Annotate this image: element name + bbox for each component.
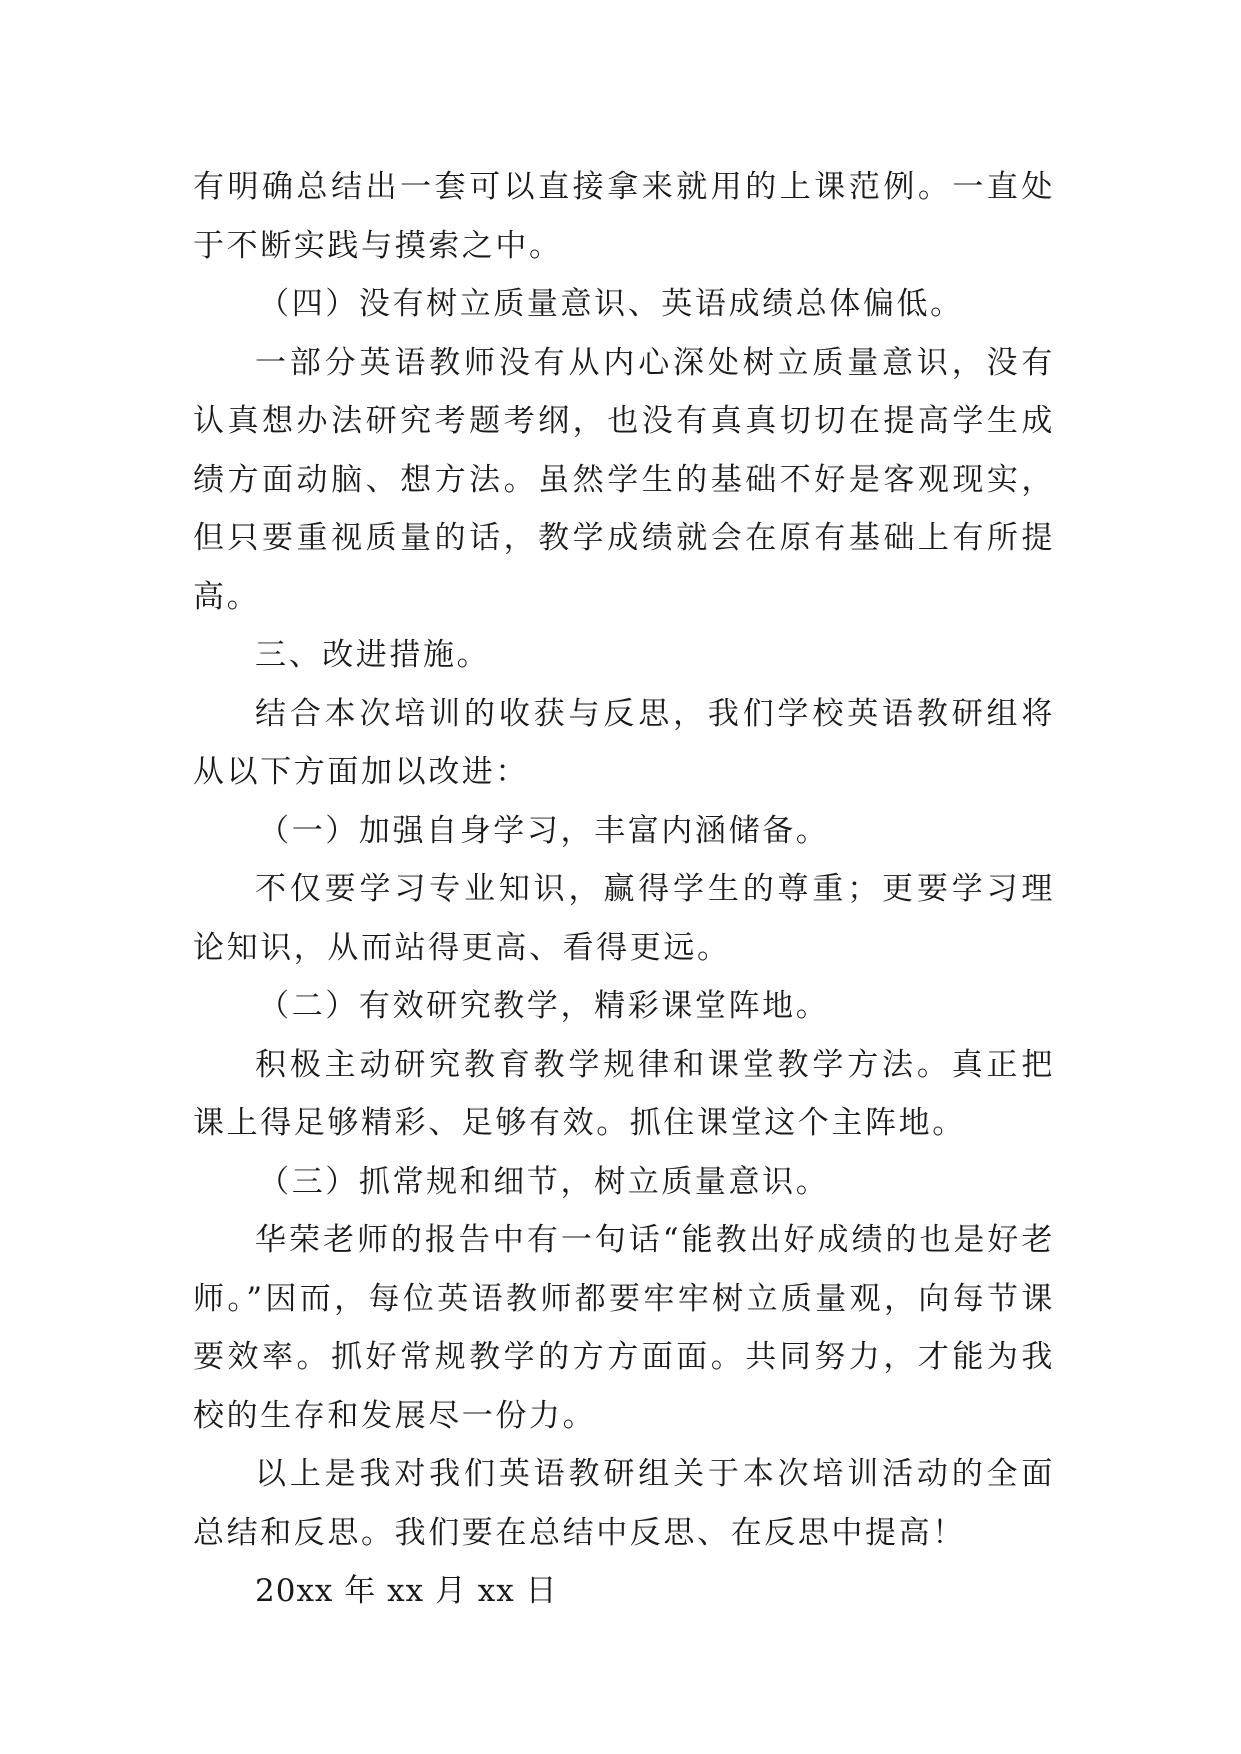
paragraph-conclusion: 以上是我对我们英语教研组关于本次培训活动的全面总结和反思。我们要在总结中反思、在反思中提高！	[193, 1456, 1055, 1551]
paragraph-quality-view: 华荣老师的报告中有一句话“能教出好成绩的也是好老师。”因而，每位英语教师都要牢牢树立质量观，向每节课要效率。抓好常规教学的方方面面。共同努力，才能为我校的生存和发展尽一份力。	[193, 1222, 1055, 1434]
paragraph-quality-awareness: 一部分英语教师没有从内心深处树立质量意识，没有认真想办法研究考题考纲，也没有真真切切在提高学生成绩方面动脑、想方法。虽然学生的基础不好是客观现实，但只要重视质量的话，教学成绩就会在原有基础上有所提高。	[193, 344, 1055, 615]
subheading-one: （一）加强自身学习，丰富内涵储备。	[258, 812, 830, 849]
document-date: 20xx 年 xx 月 xx 日	[255, 1573, 558, 1609]
section-heading-improvements: 三、改进措施。	[255, 637, 491, 673]
document-body	[193, 158, 1055, 1621]
subheading-two: （二）有效研究教学，精彩课堂阵地。	[258, 988, 830, 1024]
paragraph-self-study: 不仅要学习专业知识，赢得学生的尊重；更要学习理论知识，从而站得更高、看得更远。	[193, 871, 1055, 966]
subheading-four: （四）没有树立质量意识、英语成绩总体偏低。	[258, 286, 964, 322]
subheading-three: （三）抓常规和细节，树立质量意识。	[258, 1163, 830, 1200]
paragraph-continuation: 有明确总结出一套可以直接拿来就用的上课范例。一直处于不断实践与摸索之中。	[193, 169, 1055, 264]
paragraph-teaching-research: 积极主动研究教育教学规律和课堂教学方法。真正把课上得足够精彩、足够有效。抓住课堂这个主阵地。	[193, 1046, 1055, 1141]
paragraph-improvement-intro: 结合本次培训的收获与反思，我们学校英语教研组将从以下方面加以改进：	[193, 695, 1055, 790]
